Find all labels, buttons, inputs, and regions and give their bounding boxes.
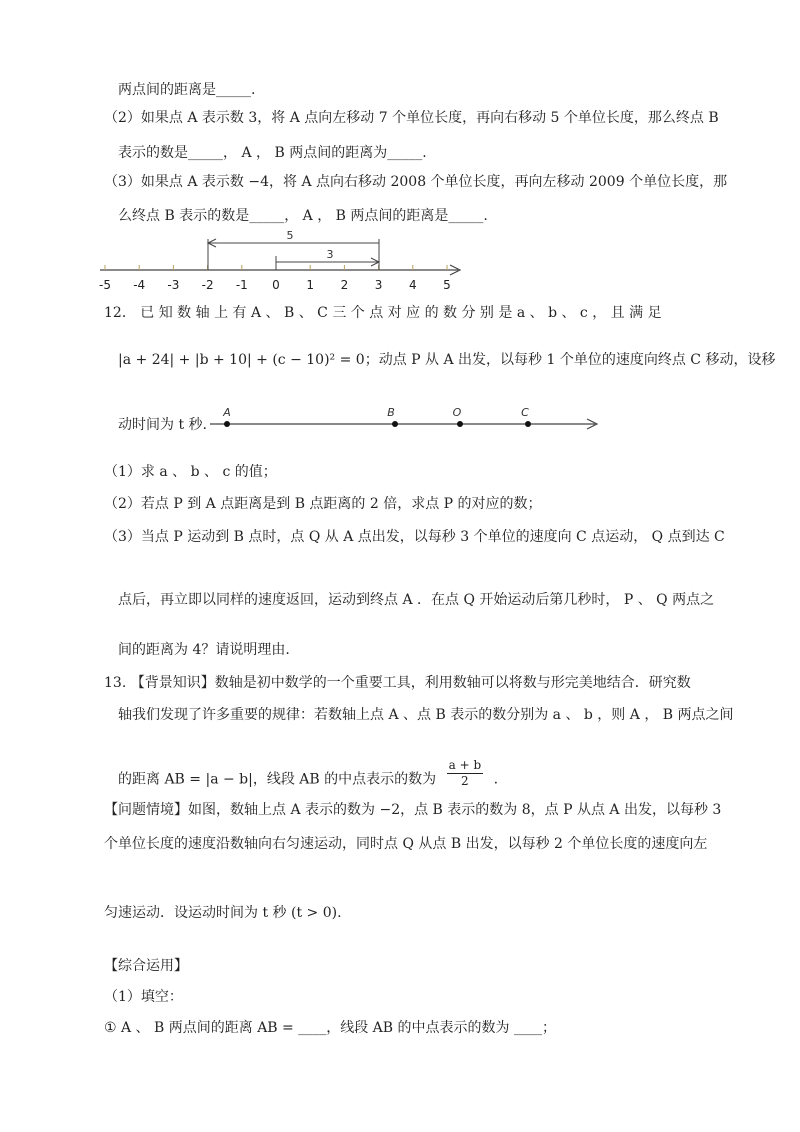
label-c: C [521,406,529,419]
q12-sub3-line3: 间的距离为 4？请说明理由. [118,642,290,658]
q11-part2-line2: 表示的数是_____， A ， B 两点间的距离为_____. [118,145,427,161]
q12-line1: 12． 已 知 数 轴 上 有 A 、 B 、 C 三 个 点 对 应 的 数 分 别 是 a 、 b 、 c ， 且 满 足 [104,305,662,321]
q13-line3 [118,758,499,795]
tick-label: -1 [235,278,248,292]
point-c [525,421,531,427]
fraction-denominator: 2 [461,774,469,788]
point-b [392,421,398,427]
q13-line1: 13. 【背景知识】数轴是初中数学的一个重要工具，利用数轴可以将数与形完美地结合．研究数 [104,675,691,691]
tick-label: -3 [167,278,180,292]
fraction-numerator: a + b [448,758,482,772]
q13-item1: ① A 、 B 两点间的距离 AB = ____，线段 AB 的中点表示的数为 ____； [104,1020,556,1036]
q11-part2-line1: （2）如果点 A 表示数 3，将 A 点向左移动 7 个单位长度，再向右移动 5 个单位长度，那么终点 B [104,110,719,126]
tick-label: -5 [99,278,111,292]
tick-label: -4 [133,278,146,292]
label-b: B [387,406,395,419]
point-o [457,421,463,427]
q13-context-line1: 【问题情境】如图，数轴上点 A 表示的数为 −2，点 B 表示的数为 8，点 P 从点 A 出发，以每秒 3 [104,802,722,818]
q13-line3-text: 的距离 AB = |a − b|，线段 AB 的中点表示的数为 [118,771,437,788]
tick-label: 1 [306,278,315,292]
q13-apply-heading: 【综合运用】 [104,958,188,974]
arrow-long-label: 5 [286,229,294,242]
q13-line3-end: . [493,771,499,788]
number-line-figure [90,226,480,296]
tick-label: 4 [408,278,417,292]
q12-sub3-line1: （3）当点 P 运动到 B 点时，点 Q 从 A 点出发，以每秒 3 个单位的速度向 C 点运动， Q 点到达 C [104,529,725,545]
q12-sub2: （2）若点 P 到 A 点距离是到 B 点距离的 2 倍，求点 P 的对应的数； [104,496,542,512]
tick-label: 2 [340,278,349,292]
q13-fill-heading: （1）填空： [104,989,183,1005]
label-a: A [223,406,231,419]
midpoint-fraction [447,758,484,789]
point-a [224,421,230,427]
q12-sub3-line2: 点后，再立即以同样的速度返回，运动到终点 A ．在点 Q 开始运动后第几秒时， P 、 Q 两点之 [118,592,715,608]
q13-line2: 轴我们发现了许多重要的规律：若数轴上点 A 、点 B 表示的数分别为 a 、 b ，则 A ， B 两点之间 [118,707,734,723]
label-o: O [452,406,462,419]
q12-line2: |a + 24| + |b + 10| + (c − 10)² = 0；动点 P 从 A 出发，以每秒 1 个单位的速度向终点 C 移动，设移 [118,352,776,368]
q12-number-line [205,404,605,434]
tick-label: -2 [201,278,214,292]
q13-context-line2: 个单位长度的速度沿数轴向右匀速运动，同时点 Q 从点 B 出发，以每秒 2 个单位长度的速度向左 [104,836,708,852]
tick-label: 5 [443,278,451,292]
tick-label: 0 [272,278,280,292]
q13-context-line3: 匀速运动．设运动时间为 t 秒 (t > 0). [104,905,342,921]
arrow-short-label: 3 [326,248,334,261]
q11-continuation: 两点间的距离是_____. [118,82,256,98]
q12-sub1: （1）求 a 、 b 、 c 的值； [104,464,277,480]
q11-part3-line1: （3）如果点 A 表示数 −4，将 A 点向右移动 2008 个单位长度，再向左移动 2009 个单位长度，那 [104,174,728,190]
tick-label: 3 [374,278,383,292]
q11-part3-line2: 么终点 B 表示的数是_____， A ， B 两点间的距离是_____. [118,208,488,224]
q12-line3: 动时间为 t 秒. [118,417,207,433]
